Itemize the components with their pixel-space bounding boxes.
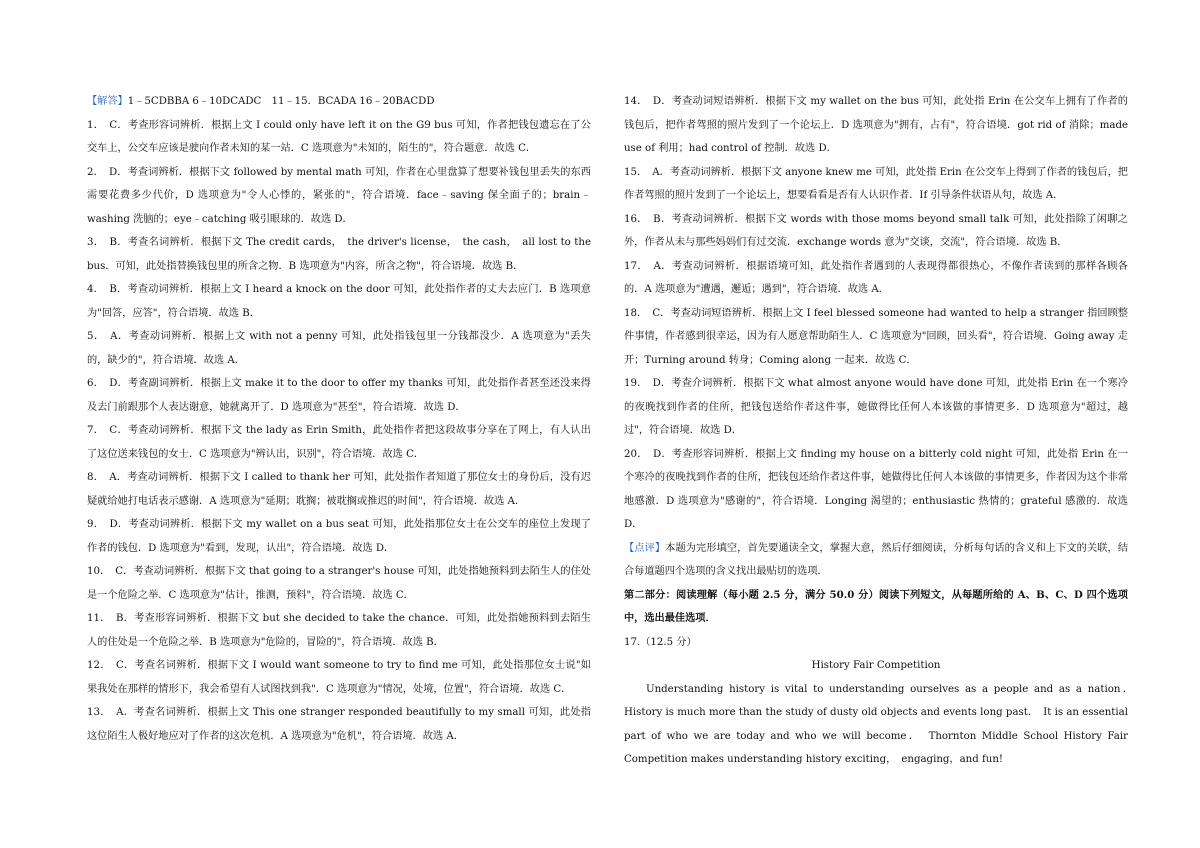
explanation-item: 14． D．考查动词短语辨析．根据下文 my wallet on the bus 可知，此处指 Erin 在公交车上拥有了作者的钱包后，把作者驾照的照片发到了一个论坛上．D 选项意为"拥有，占有"，符合语境．got rid of 消除；made use of 利用；had control of 控制．故选 D． (624, 96, 1128, 154)
left-column (87, 90, 591, 748)
passage-text: Understanding history is vital to understanding ourselves as a people and as a nation． History is much more than the study of dusty old objects and events long past． It is an essential part of who we are today and who we will become． Thornton Middle School History Fair Competition makes understanding history exciting， engaging，and fun! (624, 683, 1139, 765)
explanation-item: 12． C．考查名词辨析．根据下文 I would want someone to try to find me 可知，此处指那位女士说"如果我处在那样的情形下，我会希望有人试图找到我"．C 选项意为"情况，处境，位置"，符合语境．故选 C． (87, 660, 591, 695)
explanation-item: 9． D．考查动词辨析．根据下文 my wallet on a bus seat 可知，此处指那位女士在公交车的座位上发现了作者的钱包．D 选项意为"看到，发现，认出"，符合语境．故选 D． (87, 519, 591, 554)
explanation-item: 17． A．考查动词辨析．根据语境可知，此处指作者遇到的人表现得都很热心，不像作者读到的那样各顾各的．A 选项意为"遭遇，邂逅；遇到"，符合语境．故选 A． (624, 260, 1128, 295)
answer-label: 【解答】 (87, 96, 128, 107)
explanation-item: 8． A．考查动词辨析．根据下文 I called to thank her 可知，此处指作者知道了那位女士的身份后，没有迟疑就给她打电话表示感谢．A 选项意为"延期；耽搁；被耽搁或推迟的时间"，符合语境．故选 A． (87, 472, 591, 507)
answer-key: 1﹣5CDBBA 6﹣10DCADC 11﹣15．BCADA 16﹣20BACDD (127, 96, 435, 107)
explanation-item: 18． C．考查动词短语辨析．根据上文 I feel blessed someone had wanted to help a stranger 指回顾整件事情，作者感到很幸运，因为有人愿意帮助陌生人．C 选项意为"回顾，回头看"，符合语境．Going away 走开；Turning around 转身；Coming along 一起来．故选 C． (624, 307, 1128, 366)
passage-title: History Fair Competition (811, 660, 941, 671)
explanation-item: 7． C．考查动词辨析．根据下文 the lady as Erin Smith，此处指作者把这段故事分享在了网上，有人认出了这位送来钱包的女士．C 选项意为"辨认出，识别"，符合语境．故选 C． (87, 425, 591, 460)
comment-line (624, 537, 1128, 584)
right-column (624, 90, 1139, 772)
explanation-item: 1． C．考查形容词辨析．根据上文 I could only have left it on the G9 bus 可知，作者把钱包遗忘在了公交车上，公交车应该是驶向作者未知的某一站．C 选项意为"未知的，陌生的"，符合题意．故选 C． (87, 119, 591, 154)
explanation-item: 5． A．考查动词辨析．根据上文 with not a penny 可知，此处指钱包里一分钱都没少．A 选项意为"丢失的，缺少的"，符合语境．故选 A． (87, 331, 591, 366)
explanation-item: 6． D．考查副词辨析．根据上文 make it to the door to offer my thanks 可知，此处指作者甚至还没来得及去门前跟那个人表达谢意，她就离开了．D 选项意为"甚至"，符合语境．故选 D． (87, 378, 591, 413)
explanation-item: 16． B．考查动词辨析．根据下文 words with those moms beyond small talk 可知，此处指除了闲聊之外，作者从未与那些妈妈们有过交流．exchange words 意为"交谈，交流"，符合语境．故选 B． (624, 213, 1128, 248)
explanation-item: 3． B．考查名词辨析．根据下文 The credit cards， the driver's license， the cash， all lost to the bus．可知，此处指替换钱包里的所含之物．B 选项意为"内容，所含之物"，符合语境．故选 B． (87, 237, 591, 272)
explanation-item: 11． B．考查形容词辨析．根据下文 but she decided to take the chance．可知，此处指她预料到去陌生人的住处是一个危险之举．B 选项意为"危险的，冒险的"，符合语境．故选 B． (87, 613, 591, 648)
explanation-item: 20． D．考查形容词辨析．根据上文 finding my house on a bitterly cold night 可知，此处指 Erin 在一个寒冷的夜晚找到作者的住所，把钱包还给作者这件事，她做得比任何人本该做的事情更多，作者因为这个非常地感激．D 选项意为"感谢的"，符合语境．Longing 渴望的；enthusiastic 热情的；grateful 感激的．故选 D． (624, 448, 1128, 530)
question-number: 17.（12.5 分） (624, 636, 697, 648)
explanation-item: 2． D．考查词辨析．根据下文 followed by mental math 可知，作者在心里盘算了想要补钱包里丢失的东西需要花费多少代价，D 选项意为"令人心悸的，紧张的"，符合语境．face﹣saving 保全面子的；brain﹣washing 洗脑的；eye﹣catching 吸引眼球的．故选 D． (87, 166, 591, 225)
explanation-item: 13． A．考查名词辨析．根据上文 This one stranger responded beautifully to my small 可知，此处指这位陌生人极好地应对了作者的这次危机．A 选项意为"危机"，符合语境．故选 A． (87, 707, 591, 742)
explanation-item: 19． D．考查介词辨析．根据下文 what almost anyone would have done 可知，此处指 Erin 在一个寒冷的夜晚找到作者的住所，把钱包送给作者这件事，她做得比任何人本该做的事情更多．D 选项意为"超过，越过"，符合语境．故选 D． (624, 378, 1128, 436)
comment-text: 本题为完形填空，首先要通读全文，掌握大意，然后仔细阅读，分析每句话的含义和上下文的关联，结合每道题四个选项的含义找出最贴切的选项． (624, 542, 1129, 577)
explanation-item: 4． B．考查动词辨析．根据上文 I heard a knock on the door 可知，此处指作者的丈夫去应门．B 选项意为"回答，应答"，符合语境．故选 B． (87, 284, 591, 319)
comment-label: 【点评】 (624, 542, 666, 554)
section-heading: 第二部分：阅读理解（每小题 2.5 分，满分 50.0 分）阅读下列短文，从每题所给的 A、B、C、D 四个选项中，选出最佳选项． (624, 588, 1128, 624)
answer-line (87, 90, 591, 114)
explanation-item: 15． A．考查动词辨析．根据下文 anyone knew me 可知，此处指 Erin 在公交车上得到了作者的钱包后，把作者驾照的照片发到了一个论坛上，想要看看是否有人认识作者．If 引导条件状语从句，故选 A． (624, 166, 1128, 201)
explanation-item: 10． C．考查动词辨析．根据下文 that going to a stranger's house 可知，此处指她预料到去陌生人的住处是一个危险之举．C 选项意为"估计，推测，预料"，符合语境．故选 C． (87, 566, 591, 601)
